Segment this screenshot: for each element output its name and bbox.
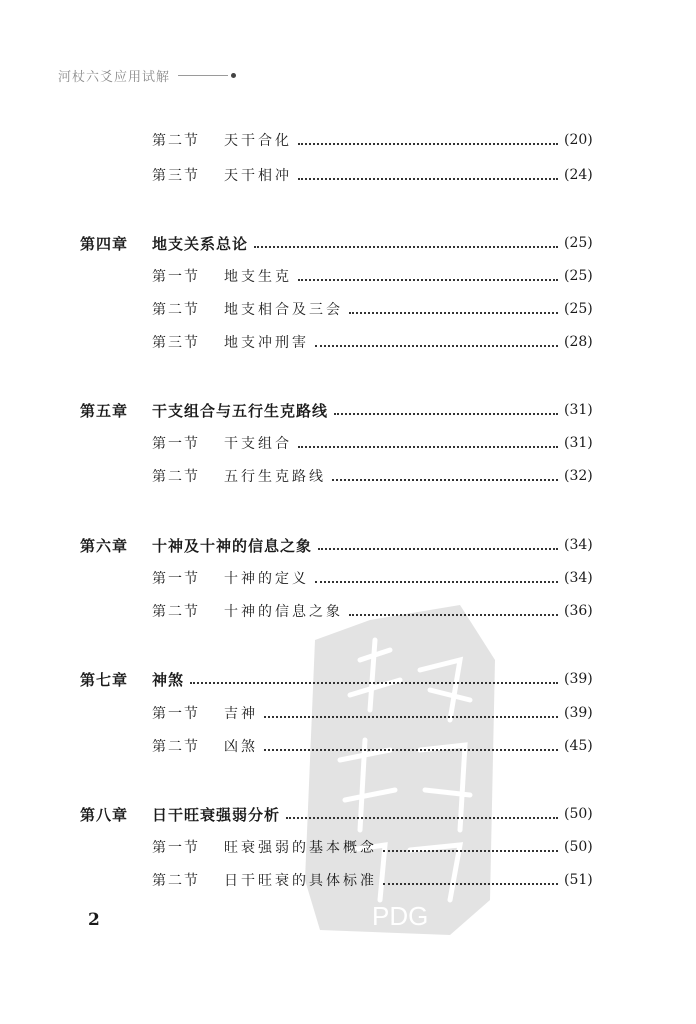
- toc-entry-number: 第五章: [80, 401, 129, 420]
- toc-entry-page: (34): [564, 570, 593, 586]
- toc-entry-number: 第一节: [152, 840, 200, 856]
- toc-entry-title: 天干合化: [224, 133, 292, 149]
- toc-section-entry: [0, 128, 696, 152]
- toc-entry-title: 吉神: [224, 706, 258, 722]
- toc-entry-title: 十神及十神的信息之象: [152, 536, 313, 555]
- toc-dot-leader: [298, 143, 558, 145]
- toc-chapter-entry: [0, 398, 696, 422]
- toc-dot-leader: [264, 716, 558, 718]
- toc-dot-leader: [332, 479, 558, 481]
- header-rule: [178, 75, 228, 76]
- toc-entry-number: 第二节: [152, 604, 200, 620]
- running-header: [58, 66, 236, 85]
- toc-entry-title: 旺衰强弱的基本概念: [224, 840, 377, 856]
- toc-entry-page: (25): [564, 268, 593, 284]
- toc-dot-leader: [383, 883, 558, 885]
- toc-dot-leader: [334, 413, 558, 415]
- toc-entry-page: (20): [564, 132, 593, 148]
- toc-section-entry: [0, 297, 696, 321]
- toc-dot-leader: [383, 850, 558, 852]
- toc-entry-number: 第八章: [80, 805, 129, 824]
- toc-entry-number: 第六章: [80, 536, 129, 555]
- toc-section-entry: [0, 835, 696, 859]
- toc-entry-title: 天干相冲: [224, 168, 292, 184]
- toc-entry-title: 地支生克: [224, 269, 292, 285]
- toc-entry-page: (39): [564, 705, 593, 721]
- toc-entry-title: 日干旺衰的具体标准: [224, 873, 377, 889]
- toc-entry-page: (50): [564, 839, 593, 855]
- toc-entry-page: (34): [564, 537, 593, 553]
- toc-entry-page: (28): [564, 334, 593, 350]
- toc-section-entry: [0, 599, 696, 623]
- toc-entry-page: (45): [564, 738, 593, 754]
- toc-entry-number: 第二节: [152, 739, 200, 755]
- toc-dot-leader: [264, 749, 558, 751]
- toc-chapter-entry: [0, 231, 696, 255]
- toc-entry-number: 第一节: [152, 571, 200, 587]
- toc-entry-title: 干支组合与五行生克路线: [152, 401, 329, 420]
- toc-dot-leader: [190, 682, 558, 684]
- toc-section-entry: [0, 734, 696, 758]
- toc-entry-page: (25): [564, 301, 593, 317]
- toc-dot-leader: [349, 312, 558, 314]
- toc-entry-number: 第三节: [152, 168, 200, 184]
- toc-chapter-entry: [0, 802, 696, 826]
- toc-entry-title: 五行生克路线: [224, 469, 326, 485]
- toc-entry-page: (25): [564, 235, 593, 251]
- toc-entry-page: (39): [564, 671, 593, 687]
- toc-entry-page: (31): [564, 435, 593, 451]
- toc-dot-leader: [349, 614, 558, 616]
- toc-dot-leader: [286, 817, 558, 819]
- toc-dot-leader: [315, 581, 558, 583]
- toc-entry-title: 神煞: [152, 670, 185, 689]
- toc-entry-number: 第一节: [152, 269, 200, 285]
- toc-dot-leader: [315, 345, 558, 347]
- toc-section-entry: [0, 566, 696, 590]
- toc-entry-title: 地支相合及三会: [224, 302, 343, 318]
- toc-entry-title: 干支组合: [224, 436, 292, 452]
- toc-dot-leader: [298, 279, 558, 281]
- toc-entry-page: (32): [564, 468, 593, 484]
- toc-chapter-entry: [0, 533, 696, 557]
- toc-entry-page: (24): [564, 167, 593, 183]
- toc-entry-page: (51): [564, 872, 593, 888]
- toc-entry-title: 十神的信息之象: [224, 604, 343, 620]
- toc-entry-title: 地支冲刑害: [224, 335, 309, 351]
- toc-entry-number: 第二节: [152, 873, 200, 889]
- toc-entry-number: 第一节: [152, 436, 200, 452]
- toc-dot-leader: [298, 178, 558, 180]
- toc-section-entry: [0, 264, 696, 288]
- toc-entry-number: 第四章: [80, 234, 129, 253]
- running-title: 河杖六爻应用试解: [58, 70, 171, 85]
- toc-dot-leader: [318, 548, 558, 550]
- toc-entry-title: 日干旺衰强弱分析: [152, 805, 281, 824]
- toc-section-entry: [0, 163, 696, 187]
- toc-chapter-entry: [0, 667, 696, 691]
- toc-dot-leader: [254, 246, 558, 248]
- page-number: 2: [88, 910, 100, 930]
- toc-entry-number: 第二节: [152, 302, 200, 318]
- toc-entry-number: 第三节: [152, 335, 200, 351]
- toc-entry-number: 第二节: [152, 133, 200, 149]
- toc-entry-number: 第七章: [80, 670, 129, 689]
- toc-entry-number: 第二节: [152, 469, 200, 485]
- toc-entry-title: 地支关系总论: [152, 234, 249, 253]
- toc-section-entry: [0, 330, 696, 354]
- toc-section-entry: [0, 701, 696, 725]
- toc-entry-page: (50): [564, 806, 593, 822]
- toc-section-entry: [0, 464, 696, 488]
- toc-entry-page: (36): [564, 603, 593, 619]
- watermark-text: PDG: [372, 901, 429, 931]
- toc-dot-leader: [298, 446, 558, 448]
- toc-section-entry: [0, 868, 696, 892]
- toc-entry-title: 十神的定义: [224, 571, 309, 587]
- toc-entry-number: 第一节: [152, 706, 200, 722]
- toc-section-entry: [0, 431, 696, 455]
- toc-entry-title: 凶煞: [224, 739, 258, 755]
- toc-entry-page: (31): [564, 402, 593, 418]
- header-dot-icon: [231, 73, 236, 78]
